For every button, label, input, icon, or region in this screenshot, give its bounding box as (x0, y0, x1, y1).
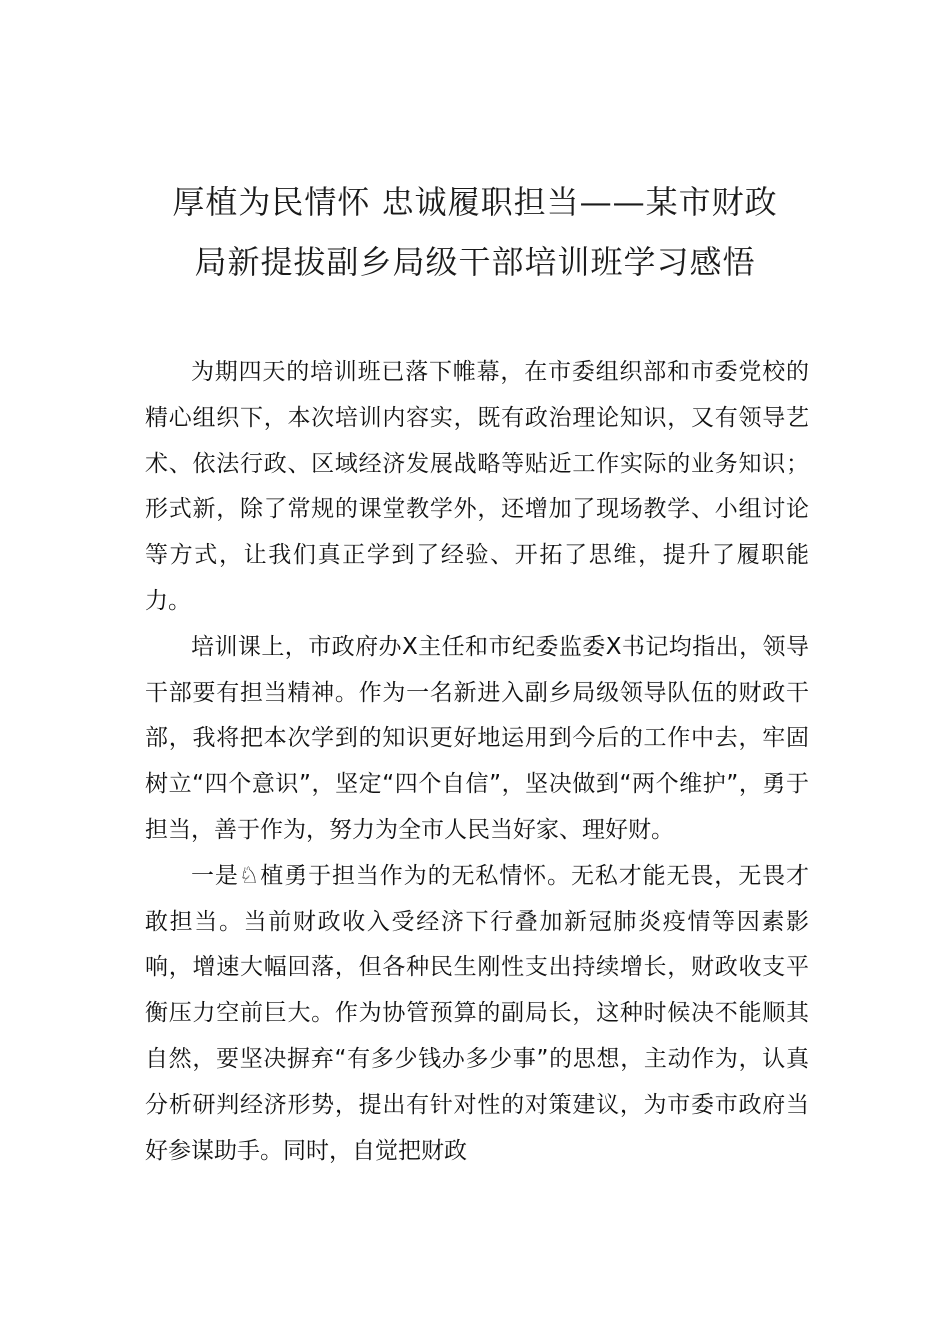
paragraph-1: 为期四天的培训班已落下帷幕，在市委组织部和市委党校的精心组织下，本次培训内容实，既有政治理论知识，又有领导艺术、依法行政、区域经济发展战略等贴近工作实际的业务知识；形式新，除了常规的课堂教学外，还增加了现场教学、小组讨论等方式，让我们真正学到了经验、开拓了思维，提升了履职能力。 (145, 359, 809, 614)
document-title (140, 172, 810, 292)
title-line-2: 局新提拔副乡局级干部培训班学习感悟 (194, 243, 756, 281)
paragraph-2: 培训课上，市政府办X主任和市纪委监委X书记均指出，领导干部要有担当精神。作为一名新进入副乡局级领导队伍的财政干部，我将把本次学到的知识更好地运用到今后的工作中去，牢固树立“四个意识”，坚定“四个自信”，坚决做到“两个维护”，勇于担当，善于作为，努力为全市人民当好家、理好财。 (145, 633, 809, 843)
paragraph-3: 一是♘植勇于担当作为的无私情怀。无私才能无畏，无畏才敢担当。当前财政收入受经济下行叠加新冠肺炎疫情等因素影响，增速大幅回落，但各种民生刚性支出持续增长，财政收支平衡压力空前巨大。作为协管预算的副局长，这种时候决不能顺其自然，要坚决摒弃“有多少钱办多少事”的思想，主动作为，认真分析研判经济形势，提出有针对性的对策建议，为市委市政府当好参谋助手。同时，自觉把财政 (145, 862, 809, 1164)
document-body (145, 350, 809, 1174)
title-line-1: 厚植为民情怀 忠诚履职担当——某市财政 (172, 183, 778, 221)
